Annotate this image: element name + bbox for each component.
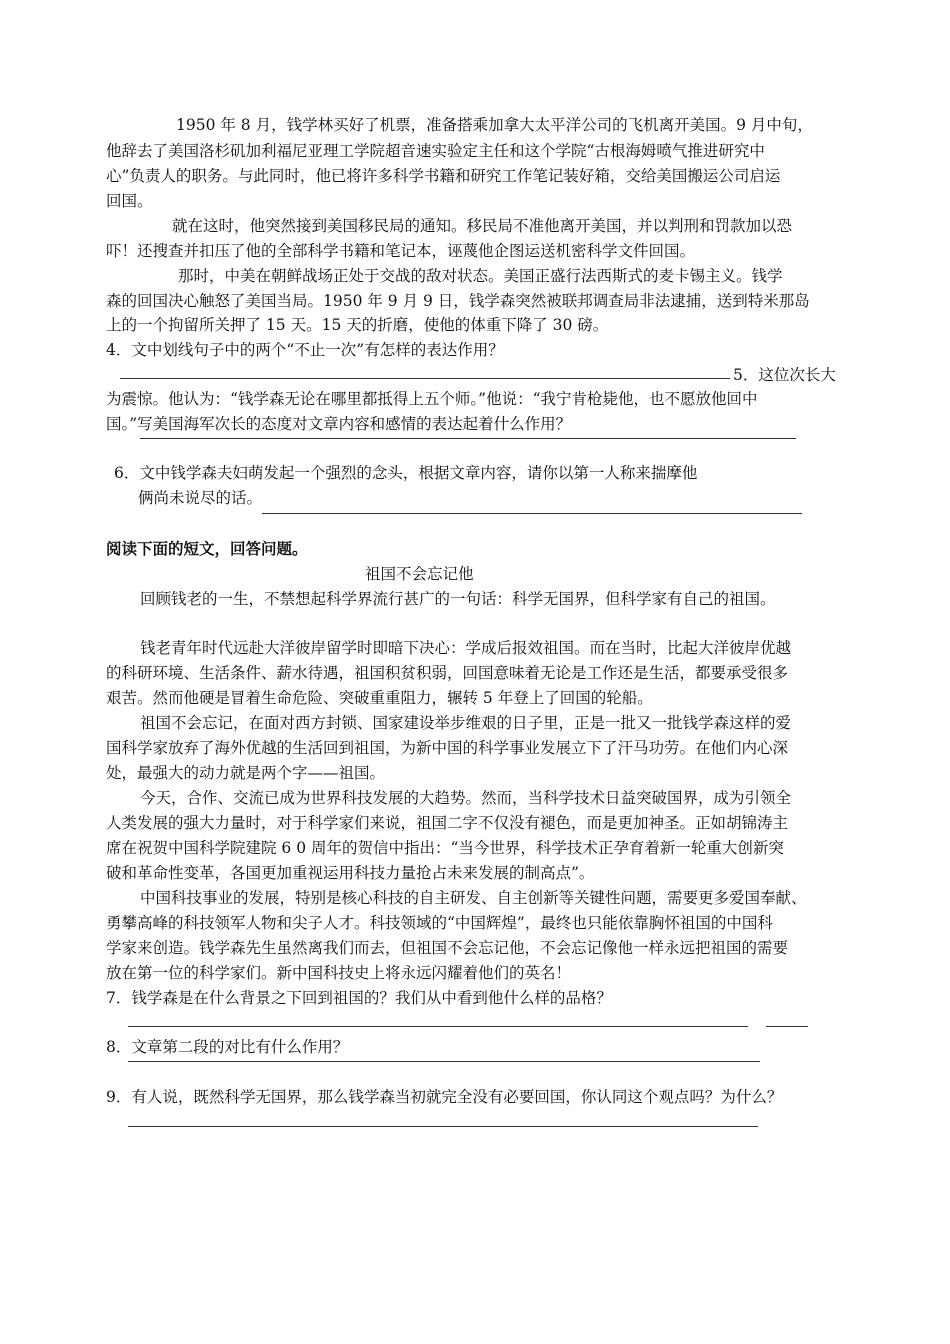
- section2-instruction: 阅读下面的短文，回答问题。: [106, 540, 308, 558]
- section2-p2-line1: 钱老青年时代远赴大洋彼岸留学时即暗下决心：学成后报效祖国。而在当时，比起大洋彼岸优越: [140, 639, 792, 657]
- question-5-line2: 为震惊。他认为：“钱学森无论在哪里都抵得上五个师。”他说：“我宁肯枪毙他，也不愿放他回中: [106, 390, 758, 408]
- passage1-p1-line1: 1950 年 8 月，钱学林买好了机票，准备搭乘加拿大太平洋公司的飞机离开美国。9 月中旬，: [176, 116, 813, 134]
- question-7: 7．钱学森是在什么背景之下回到祖国的？我们从中看到他什么样的品格？: [106, 989, 612, 1007]
- question-5-start: 5．这位次长大: [733, 366, 836, 384]
- passage1-p2-line2: 吓！还搜查并扣压了他的全部科学书籍和笔记本，诬蔑他企图运送机密科学文件回国。: [106, 242, 696, 260]
- section2-p5-line2: 勇攀高峰的科技领军人物和尖子人才。科技领域的“中国辉煌”，最终也只能依靠胸怀祖国的中国科: [106, 914, 773, 932]
- question-5-line3: 国。”写美国海军次长的态度对文章内容和感情的表达起着什么作用？: [106, 415, 572, 433]
- answer-line-q6[interactable]: [262, 513, 802, 514]
- section2-p4-line4: 破和革命性变革，各国更加重视运用科技力量抢占未来发展的制高点”。: [106, 864, 595, 882]
- question-9: 9．有人说，既然科学无国界，那么钱学森当初就完全没有必要回国，你认同这个观点吗？为什么？: [106, 1088, 783, 1106]
- answer-line-q8[interactable]: [128, 1061, 760, 1062]
- section2-p2-line2: 的科研环境、生活条件、薪水待遇，祖国积贫积弱，回国意味着无论是工作还是生活，都要承受很多: [106, 664, 789, 682]
- section2-p4-line2: 人类发展的强大力量时，对于科学家们来说，祖国二字不仅没有褪色，而是更加神圣。正如胡锦涛主: [106, 814, 789, 832]
- section2-p3-line2: 国科学家放弃了海外优越的生活回到祖国，为新中国的科学事业发展立下了汗马功劳。在他们内心深: [106, 739, 789, 757]
- answer-line-q4[interactable]: [120, 378, 730, 379]
- passage1-p3-line2: 森的回国决心触怒了美国当局。1950 年 9 月 9 日，钱学森突然被联邦调查局非法逮捕，送到特米那岛: [106, 292, 810, 310]
- passage1-p2-line1: 就在这时，他突然接到美国移民局的通知。移民局不准他离开美国，并以判刑和罚款加以恐: [172, 217, 793, 235]
- passage1-p1-line3: 心”负责人的职务。与此同时，他已将许多科学书籍和研究工作笔记装好箱，交给美国搬运公司启运: [106, 167, 781, 185]
- question-8: 8．文章第二段的对比有什么作用？: [106, 1038, 349, 1056]
- section2-p5-line1: 中国科技事业的发展，特别是核心科技的自主研发、自主创新等关键性问题，需要更多爱国奉献、: [140, 889, 807, 907]
- section2-p5-line3: 学家来创造。钱学森先生虽然离我们而去，但祖国不会忘记他，不会忘记像他一样永远把祖国的需要: [106, 939, 789, 957]
- section2-p1: 回顾钱老的一生，不禁想起科学界流行甚广的一句话：科学无国界，但科学家有自己的祖国。: [140, 590, 776, 608]
- section2-p3-line3: 处，最强大的动力就是两个字——祖国。: [106, 764, 386, 782]
- section2-p4-line1: 今天，合作、交流已成为世界科技发展的大趋势。然而，当科学技术日益突破国界，成为引领全: [140, 789, 792, 807]
- section2-p5-line4: 放在第一位的科学家们。新中国科技史上将永远闪耀着他们的英名！: [106, 964, 572, 982]
- section2-p4-line3: 席在祝贺中国科学院建院 6 0 周年的贺信中指出：“当今世界，科学技术正孕育着新一轮重大创新突: [106, 839, 784, 857]
- answer-line-q9[interactable]: [128, 1126, 758, 1127]
- answer-line-q7[interactable]: [128, 1026, 748, 1027]
- section2-p2-line3: 艰苦。然而他硬是冒着生命危险、突破重重阻力，辗转 5 年登上了回国的轮船。: [106, 689, 653, 707]
- question-6-line1: 6．文中钱学森夫妇萌发起一个强烈的念头，根据文章内容，请你以第一人称来揣摩他: [114, 464, 698, 482]
- passage1-p1-line2: 他辞去了美国洛杉矶加利福尼亚理工学院超音速实验定主任和这个学院“古根海姆喷气推进研究中: [106, 142, 765, 160]
- question-4: 4．文中划线句子中的两个“不止一次”有怎样的表达作用？: [106, 341, 504, 359]
- section2-p3-line1: 祖国不会忘记，在面对西方封锁、国家建设举步维艰的日子里，正是一批又一批钱学森这样的爱: [140, 714, 792, 732]
- passage1-p3-line3: 上的一个拘留所关押了 15 天。15 天的折磨，使他的体重下降了 30 磅。: [106, 316, 609, 334]
- section2-title: 祖国不会忘记他: [365, 565, 474, 583]
- answer-line-q7-extra[interactable]: [766, 1026, 808, 1027]
- answer-line-q5[interactable]: [140, 438, 796, 439]
- passage1-p3-line1: 那时，中美在朝鲜战场正处于交战的敌对状态。美国正盛行法西斯式的麦卡锡主义。钱学: [178, 267, 783, 285]
- question-6-line2: 俩尚未说尽的话。: [138, 489, 263, 507]
- passage1-p1-line4: 回国。: [106, 192, 153, 210]
